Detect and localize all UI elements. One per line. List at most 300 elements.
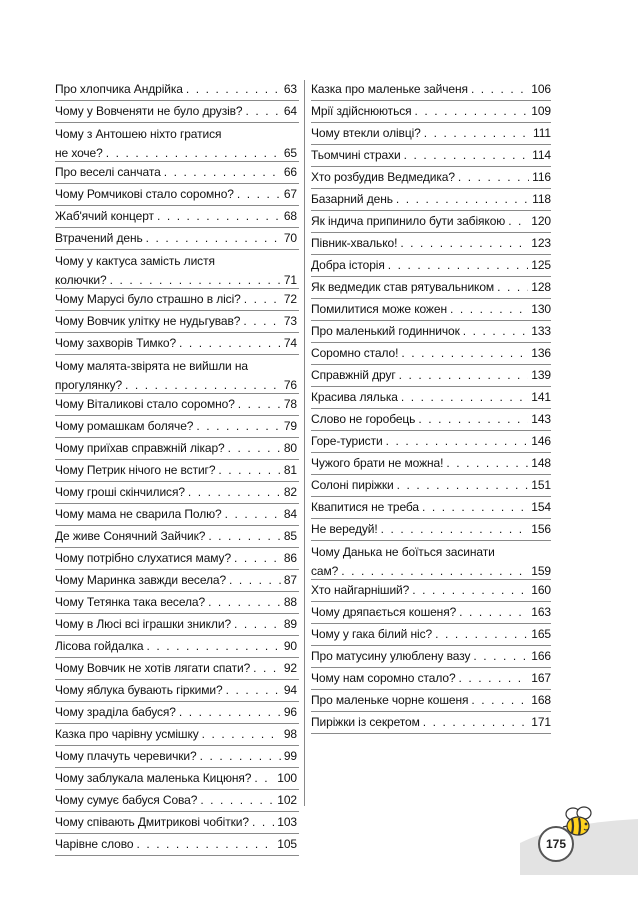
toc-entry [311,344,551,362]
toc-entry-page: 68 [283,209,297,223]
entry-separator [311,364,551,365]
toc-entry-page: 87 [283,573,297,587]
toc-entry-page: 84 [283,507,297,521]
toc-entry-page: 160 [531,583,551,597]
toc-entry-page: 111 [533,126,551,140]
dot-leader [401,388,528,406]
dot-leader [226,681,281,699]
toc-entry-page: 65 [283,146,297,160]
toc-entry [55,312,297,330]
entry-separator [55,415,299,416]
toc-entry-page: 151 [531,478,551,492]
toc-entry-title: Тьомчині страхи [311,148,401,162]
entry-separator [311,254,551,255]
dot-leader [252,813,274,831]
toc-entry-title: Чому втекли олівці? [311,126,421,140]
entry-separator [55,723,299,724]
toc-entry-title: Чому в Люсі всі іграшки зникли? [55,617,232,631]
toc-entry-title: Соромно стало! [311,346,399,360]
toc-entry-title: Чому ромашкам боляче? [55,419,194,433]
toc-entry [55,659,297,677]
toc-entry [311,542,551,580]
toc-entry-page: 71 [283,273,297,287]
dot-leader [225,505,281,523]
toc-entry-title: Чому Вовчик не хотів лягати спати? [55,661,251,675]
dot-leader [208,527,281,545]
toc-entry-title: Чому у Вовченяти не було друзів? [55,104,243,118]
dot-leader [243,312,281,330]
toc-entry [55,813,297,831]
dot-leader [415,102,529,120]
toc-entry-page: 105 [277,837,297,851]
toc-entry-title: Про маленький годинничок [311,324,460,338]
dot-leader [234,615,281,633]
toc-entry [311,669,551,687]
toc-entry-title: Красива лялька [311,390,398,404]
toc-entry [55,703,297,721]
toc-entry-title: Чому гроші скінчилися? [55,485,185,499]
toc-entry [55,417,297,435]
toc-entry-title: Казка про маленьке зайченя [311,82,468,96]
dot-leader [246,102,281,120]
dot-leader [237,185,281,203]
toc-entry [55,290,297,308]
toc-entry-title: Чому Віталикові стало соромно? [55,397,235,411]
dot-leader [179,334,281,352]
toc-entry [55,681,297,699]
toc-entry [55,461,297,479]
dot-leader [450,300,528,318]
toc-entry-title: Горе-туристи [311,434,383,448]
entry-separator [55,657,299,658]
toc-entry [55,549,297,567]
toc-entry-page: 94 [283,683,297,697]
toc-entry-page: 146 [531,434,551,448]
toc-entry-title: Справжній друг [311,368,396,382]
toc-entry-page: 125 [531,258,551,272]
toc-entry [55,356,297,394]
dot-leader [471,80,528,98]
entry-separator [55,393,299,394]
toc-entry-title-continued: сам? [311,564,339,578]
toc-entry-page: 123 [531,236,551,250]
dot-leader [146,229,281,247]
toc-entry [311,102,551,120]
toc-entry-page: 171 [531,715,551,729]
entry-separator [311,144,551,145]
entry-separator [311,408,551,409]
toc-entry [55,251,297,289]
toc-entry-page: 133 [531,324,551,338]
dot-leader [202,725,281,743]
page-number: 175 [538,826,574,862]
entry-separator [55,525,299,526]
dot-leader [399,366,529,384]
entry-separator [55,833,299,834]
toc-entry-title: Чому у гака білий ніс? [311,627,433,641]
entry-separator [55,249,299,250]
toc-entry-page: 166 [531,649,551,663]
toc-entry [55,593,297,611]
toc-entry [55,769,297,787]
toc-entry-page: 120 [531,214,551,228]
toc-entry [55,163,297,181]
dot-leader [435,625,528,643]
toc-entry [311,256,551,274]
toc-entry-title: Чому заблукала маленька Кицюня? [55,771,252,785]
entry-separator [311,320,551,321]
toc-entry [311,432,551,450]
toc-entry-page: 116 [532,170,551,184]
toc-entry-page: 79 [283,419,297,433]
entry-separator [55,161,299,162]
toc-entry-title: Чому мама не сварила Полю? [55,507,222,521]
entry-separator [311,667,551,668]
toc-entry-page: 159 [531,564,551,578]
toc-entry-page: 102 [277,793,297,807]
entry-separator [311,601,551,602]
entry-separator [311,188,551,189]
toc-entry-title: Чому Тетянка така весела? [55,595,206,609]
toc-entry [311,603,551,621]
toc-entry-title: Чому яблука бувають гіркими? [55,683,223,697]
dot-leader [418,410,528,428]
toc-entry-title: Чому Данька не боїться засинати [311,545,495,559]
toc-entry-title: Базарний день [311,192,393,206]
toc-entry-title: Як ведмедик став рятувальником [311,280,495,294]
toc-entry-page: 154 [531,500,551,514]
toc-entry-title: Чому з Антошею ніхто гратися [55,127,222,141]
toc-entry [311,647,551,665]
toc-entry-title: Солоні пиріжки [311,478,394,492]
toc-entry [311,80,551,98]
dot-leader [459,603,528,621]
entry-separator [311,474,551,475]
toc-entry-title: Мрії здійснюються [311,104,412,118]
toc-entry [55,80,297,98]
entry-separator [55,569,299,570]
entry-separator [311,540,551,541]
toc-entry-page: 139 [531,368,551,382]
dot-leader [110,271,281,289]
toc-entry [55,835,297,853]
toc-entry-page: 72 [283,292,297,306]
entry-separator [311,166,551,167]
toc-entry [311,691,551,709]
toc-entry [311,713,551,731]
entry-separator [311,518,551,519]
dot-leader [244,290,281,308]
toc-entry-title: Казка про чарівну усмішку [55,727,199,741]
toc-entry-page: 70 [283,231,297,245]
entry-separator [311,122,551,123]
toc-entry-title: Чому нам соромно стало? [311,671,456,685]
toc-entry-title: Чому захворів Тимко? [55,336,177,350]
toc-entry-page: 96 [283,705,297,719]
dot-leader [341,562,528,580]
toc-entry [311,146,551,164]
toc-entry-title: Чому дряпається кошеня? [311,605,457,619]
toc-entry-title-continued: не хоче? [55,146,103,160]
toc-entry-page: 90 [283,639,297,653]
entry-separator [311,430,551,431]
toc-entry [311,278,551,296]
toc-entry-page: 167 [531,671,551,685]
toc-entry-page: 85 [283,529,297,543]
toc-entry-title: Чому сумує бабуся Сова? [55,793,198,807]
toc-entry-title: Чому Вовчик улітку не нудьгував? [55,314,241,328]
column-divider [304,80,305,806]
toc-entry-page: 109 [531,104,551,118]
toc-entry-page: 165 [531,627,551,641]
toc-entry-title: Про маленьке чорне кошеня [311,693,469,707]
dot-leader [125,376,281,394]
toc-entry [55,527,297,545]
entry-separator [311,386,551,387]
toc-entry [55,395,297,413]
dot-leader [228,439,281,457]
toc-entry-page: 128 [531,280,551,294]
entry-separator [55,227,299,228]
dot-leader [388,256,529,274]
dot-leader [164,163,281,181]
dot-leader [386,432,529,450]
toc-entry-title: Чому співають Дмитрикові чобітки? [55,815,249,829]
toc-entry [55,637,297,655]
entry-separator [311,496,551,497]
toc-entry [55,483,297,501]
entry-separator [311,100,551,101]
toc-entry-page: 92 [283,661,297,675]
toc-entry-title: Про матусину улюблену вазу [311,649,471,663]
entry-separator [55,767,299,768]
toc-entry-page: 99 [283,749,297,763]
entry-separator [55,354,299,355]
toc-entry-title: Чому Петрик нічого не встиг? [55,463,216,477]
dot-leader [404,146,530,164]
toc-entry [311,410,551,428]
dot-leader [463,322,529,340]
toc-entry [55,505,297,523]
toc-entry-title: Про хлопчика Андрійка [55,82,183,96]
entry-separator [55,481,299,482]
toc-entry [311,520,551,538]
dot-leader [106,144,281,162]
toc-entry [55,791,297,809]
toc-entry-page: 103 [277,815,297,829]
toc-entry [55,185,297,203]
toc-entry [55,102,297,120]
entry-separator [55,613,299,614]
toc-entry-title: Чарівне слово [55,837,134,851]
toc-entry [55,747,297,765]
toc-entry [311,212,551,230]
dot-leader [473,647,528,665]
entry-separator [55,679,299,680]
toc-entry-title: Півник-хвалько! [311,236,398,250]
toc-entry-title: Не вередуй! [311,522,378,536]
toc-entry-title: Хто найгарніший? [311,583,410,597]
dot-leader [424,124,530,142]
toc-entry-page: 114 [532,148,551,162]
toc-entry-title: Втрачений день [55,231,143,245]
toc-entry-title: Чому плачуть черевички? [55,749,197,763]
entry-separator [55,100,299,101]
entry-separator [55,745,299,746]
entry-separator [311,733,551,734]
toc-entry-page: 89 [283,617,297,631]
dot-leader [200,791,274,809]
toc-entry-page: 86 [283,551,297,565]
toc-entry [55,334,297,352]
toc-entry [311,476,551,494]
toc-entry-title: Жаб'ячий концерт [55,209,154,223]
toc-entry [311,234,551,252]
dot-leader [471,691,528,709]
dot-leader [179,703,281,721]
entry-separator [311,689,551,690]
dot-leader [234,549,281,567]
entry-separator [55,205,299,206]
toc-entry-title-continued: колючки? [55,273,107,287]
toc-entry-title: Чому зраділа бабуся? [55,705,176,719]
toc-entry-title: Як індича припинило бути забіякою [311,214,506,228]
toc-entry [55,615,297,633]
toc-entry-title: Пиріжки із секретом [311,715,420,729]
dot-leader [200,747,281,765]
entry-separator [311,452,551,453]
entry-separator [55,701,299,702]
toc-entry-title-continued: прогулянку? [55,378,123,392]
dot-leader [208,593,281,611]
toc-entry-title: Хто розбудив Ведмедика? [311,170,455,184]
dot-leader [253,659,281,677]
dot-leader [381,520,529,538]
entry-separator [55,635,299,636]
entry-separator [55,437,299,438]
entry-separator [55,288,299,289]
toc-entry [311,454,551,472]
toc-entry [311,625,551,643]
toc-entry [55,124,297,162]
entry-separator [311,276,551,277]
entry-separator [55,310,299,311]
dot-leader [446,454,528,472]
dot-leader [229,571,281,589]
toc-entry-page: 88 [283,595,297,609]
toc-entry [311,124,551,142]
dot-leader [396,190,529,208]
toc-entry-title: Добра історія [311,258,385,272]
dot-leader [400,234,528,252]
dot-leader [397,476,529,494]
dot-leader [196,417,281,435]
toc-entry [311,366,551,384]
toc-entry [311,300,551,318]
dot-leader [497,278,528,296]
toc-entry-page: 74 [283,336,297,350]
toc-entry-title: Чому потрібно слухатися маму? [55,551,232,565]
toc-entry-page: 136 [531,346,551,360]
entry-separator [55,503,299,504]
toc-entry-page: 64 [283,104,297,118]
entry-separator [311,645,551,646]
toc-entry [311,498,551,516]
toc-entry [55,229,297,247]
entry-separator [311,711,551,712]
entry-separator [311,210,551,211]
toc-entry [311,581,551,599]
toc-entry [55,207,297,225]
toc-entry [311,190,551,208]
entry-separator [55,459,299,460]
entry-separator [55,591,299,592]
toc-entry-page: 98 [283,727,297,741]
toc-entry-page: 82 [283,485,297,499]
toc-entry-title: Квапитися не треба [311,500,419,514]
entry-separator [311,342,551,343]
toc-entry-page: 118 [532,192,551,206]
toc-entry-page: 66 [283,165,297,179]
entry-separator [311,298,551,299]
entry-separator [311,232,551,233]
toc-entry-title: Чому у кактуса замість листя [55,254,215,268]
toc-entry-title: Чому приїхав справжній лікар? [55,441,225,455]
entry-separator [55,789,299,790]
toc-entry-page: 100 [277,771,297,785]
toc-entry [55,439,297,457]
toc-entry-page: 141 [531,390,551,404]
toc-entry-page: 63 [283,82,297,96]
entry-separator [55,811,299,812]
entry-separator [311,579,551,580]
toc-entry-page: 168 [531,693,551,707]
dot-leader [218,461,280,479]
toc-entry-title: Помилитися може кожен [311,302,447,316]
toc-entry-page: 163 [531,605,551,619]
toc-entry-title: Чужого брати не можна! [311,456,444,470]
entry-separator [55,547,299,548]
dot-leader [157,207,281,225]
dot-leader [238,395,281,413]
dot-leader [459,669,529,687]
entry-separator [311,623,551,624]
toc-entry-title: Чому Марусі було страшно в лісі? [55,292,241,306]
toc-entry [311,322,551,340]
toc-entry-page: 81 [283,463,297,477]
toc-entry-title: Чому малята-звірята не вийшли на [55,359,248,373]
toc-entry-page: 73 [283,314,297,328]
toc-entry-page: 76 [283,378,297,392]
dot-leader [146,637,280,655]
entry-separator [55,332,299,333]
toc-entry-page: 130 [531,302,551,316]
toc-entry [55,571,297,589]
toc-entry-page: 143 [531,412,551,426]
toc-entry-page: 156 [531,522,551,536]
dot-leader [136,835,274,853]
toc-entry-title: Слово не горобець [311,412,416,426]
dot-leader [422,498,528,516]
toc-entry-page: 106 [531,82,551,96]
toc-entry-title: Де живе Сонячний Зайчик? [55,529,206,543]
toc-entry-title: Про веселі санчата [55,165,161,179]
dot-leader [186,80,281,98]
toc-entry-page: 67 [283,187,297,201]
toc-entry-page: 78 [283,397,297,411]
dot-leader [401,344,528,362]
entry-separator [55,183,299,184]
